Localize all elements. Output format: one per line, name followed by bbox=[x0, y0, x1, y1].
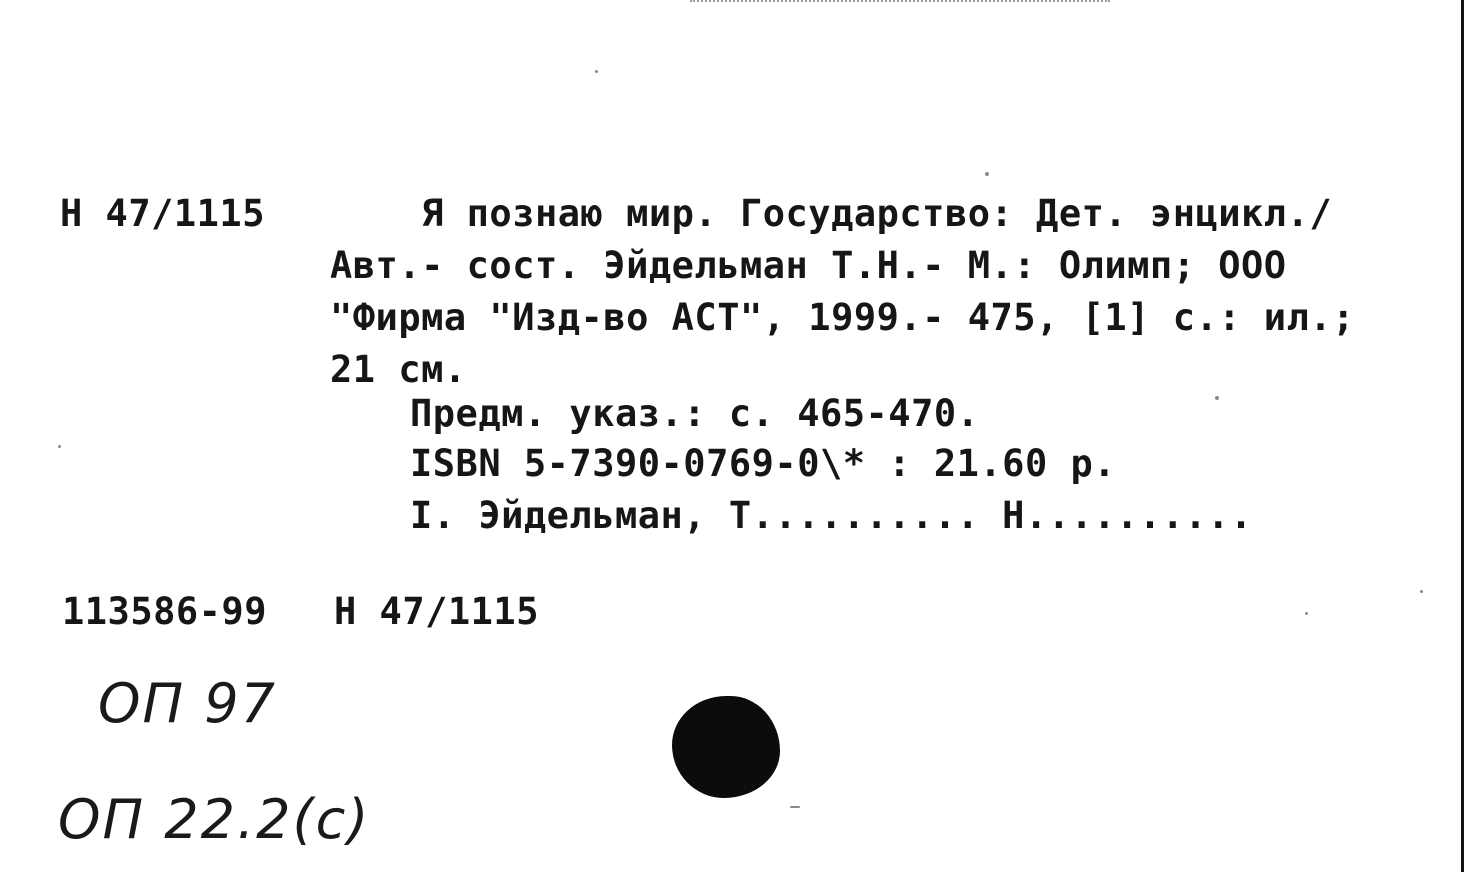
description-line-3: "Фирма "Изд-во АСТ", 1999.- 475, [1] с.: ил.; bbox=[330, 296, 1355, 339]
call-number-repeat: Н 47/1115 bbox=[334, 590, 539, 633]
speck bbox=[595, 70, 598, 73]
isbn-price-line: ISBN 5-7390-0769-0\* : 21.60 р. bbox=[410, 442, 1117, 485]
description-line-4: 21 см. bbox=[330, 348, 467, 391]
speck bbox=[1215, 396, 1219, 400]
accession-number: 113586-99 bbox=[62, 590, 267, 633]
subject-index-note: Предм. указ.: с. 465-470. bbox=[410, 392, 980, 435]
handwritten-code-1: ОП 97 bbox=[98, 672, 277, 735]
tracing-line: I. Эйдельман, Т.......... Н.......... bbox=[410, 494, 1253, 537]
speck bbox=[985, 172, 989, 176]
description-line-1: Я познаю мир. Государство: Дет. энцикл./ bbox=[330, 192, 1333, 235]
speck bbox=[58, 445, 61, 448]
description-line-2: Авт.- сост. Эйдельман Т.Н.- М.: Олимп; ООО bbox=[330, 244, 1287, 287]
punch-hole-blot bbox=[672, 696, 780, 798]
call-number: Н 47/1115 bbox=[60, 192, 265, 235]
speck bbox=[1420, 590, 1423, 593]
handwritten-code-2: ОП 22.2(с) bbox=[58, 788, 371, 851]
top-edge-mark bbox=[690, 0, 1110, 4]
speck bbox=[790, 806, 800, 808]
speck bbox=[1305, 612, 1308, 615]
